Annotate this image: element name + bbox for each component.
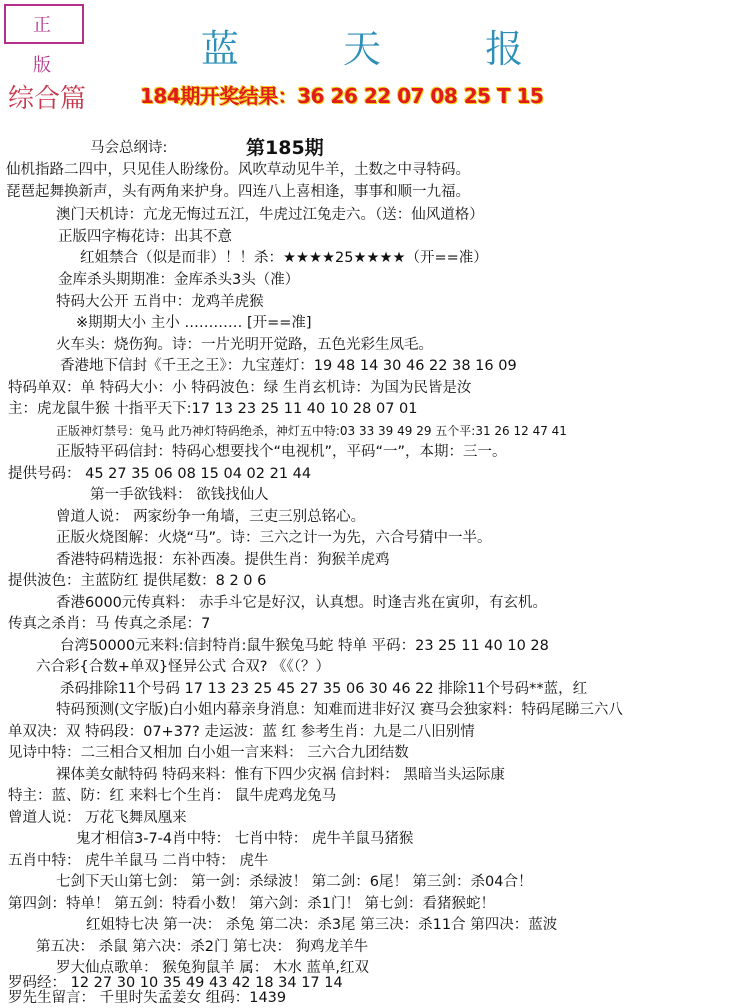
text-line: 红姐禁合（似是而非）！！杀：★★★★25★★★★（开==准） [80, 250, 488, 266]
text-line: 特主：蓝、防：红 来料七个生肖： 鼠牛虎鸡龙兔马 [8, 788, 337, 804]
text-line: 第五决： 杀鼠 第六决：杀2门 第七决： 狗鸡龙羊牛 [36, 939, 369, 955]
text-line: 特码大公开 五肖中：龙鸡羊虎猴 [56, 294, 264, 310]
text-line: 正版特平码信封：特码心想要找个“电视机”，平码“一”，本期：三一。 [56, 444, 507, 460]
text-line: 见诗中特：二三相合又相加 白小姐一言来料： 三六合九团结数 [8, 745, 409, 761]
draw-result: 184期开奖结果：36 26 22 07 08 25 T 15 [140, 84, 544, 108]
text-line: 第一手欲钱料： 欲钱找仙人 [90, 487, 269, 503]
text-line: 台湾50000元来料:信封特肖:鼠牛猴兔马蛇 特单 平码：23 25 11 40 10 28 [60, 638, 549, 654]
text-line: 澳门天机诗：亢龙无悔过五江，牛虎过江兔走六。（送：仙风道格） [56, 207, 484, 223]
text-line: 裸体美女献特码 特码来料：惟有下四少灾祸 信封料： 黑暗当头运际康 [56, 767, 505, 783]
text-line: 正版神灯禁号：兔马 此乃神灯特码绝杀，神灯五中特:03 33 39 49 29 五个平:31 26 12 47 41 [56, 424, 567, 438]
text-line: 五肖中特： 虎牛羊鼠马 二肖中特： 虎牛 [8, 853, 269, 869]
text-line: 曾道人说： 万花飞舞凤凰来 [8, 810, 187, 826]
text-line: 火车头：烧伤狗。诗：一片光明开觉路，五色光彩生凤毛。 [56, 337, 433, 353]
text-line: 金库杀头期期准：金库杀头3头（准） [58, 272, 300, 288]
text-line: 特码单双：单 特码大小：小 特码波色：绿 生肖玄机诗：为国为民皆是汝 [8, 380, 472, 396]
text-line: 杀码排除11个号码 17 13 23 25 45 27 35 06 30 46 22 排除11个号码**蓝，红 [60, 681, 588, 697]
text-line: 马会总纲诗: [90, 140, 168, 156]
text-line: 提供号码： 45 27 35 06 08 15 04 02 21 44 [8, 466, 312, 482]
text-line: 正版四字梅花诗：出其不意 [58, 229, 232, 245]
text-line: 单双决：双 特码段：07+37? 走运波：蓝 红 参考生肖：九是二八旧别情 [8, 724, 475, 740]
text-line: 仙机指路二四中，只见佳人盼缘份。风吹草动见牛羊，土数之中寻特码。 [6, 162, 470, 178]
text-line: 罗大仙点歌单： 猴兔狗鼠羊 属： 木水 蓝单,红双 [56, 960, 370, 976]
text-line: 琵琶起舞换新声，头有两角来护身。四连八上喜相逢，事事和顺一九福。 [6, 184, 470, 200]
text-line: 传真之杀肖：马 传真之杀尾：7 [8, 616, 211, 632]
text-line: 主：虎龙鼠牛猴 十指平天下:17 13 23 25 11 40 10 28 07 01 [8, 401, 418, 417]
text-line: 鬼才相信3-7-4肖中特： 七肖中特： 虎牛羊鼠马猪猴 [76, 831, 414, 847]
text-line: 第四剑：特单！ 第五剑：特看小数！ 第六剑：杀1门！ 第七剑：看猪猴蛇！ [8, 896, 496, 912]
genuine-stamp: 正 版 [4, 4, 84, 44]
text-line: ※期期大小 主小 ………… [开==准] [76, 315, 312, 331]
page-title: 蓝 天 报 [200, 27, 570, 71]
text-line: 曾道人说： 两家纷争一角墙，三吏三别总铭心。 [56, 509, 366, 525]
text-line: 特码预测(文字版)白小姐内幕亲身消息：知难而进非好汉 赛马会独家料：特码尾睇三六八 [56, 702, 623, 718]
text-line: 六合彩{合数+单双}怪异公式 合双? 《《（？） [36, 659, 331, 675]
text-line: 罗先生留言： 千里时失孟姜女 组码：1439 [8, 990, 287, 1006]
section-label: 综合篇 [8, 84, 87, 114]
text-line: 香港特码精选报：东补西凑。提供生肖：狗猴羊虎鸡 [56, 552, 390, 568]
text-line: 正版火烧图解：火烧“马”。诗：三六之计一为先，六合号猜中一半。 [56, 530, 492, 546]
text-line: 罗码经： 12 27 30 10 35 49 43 42 18 34 17 14 [8, 975, 343, 991]
text-line: 七剑下天山第七剑： 第一剑：杀绿波！ 第二剑：6尾！ 第三剑：杀04合！ [56, 874, 533, 890]
text-line: 香港地下信封《千王之王》：九宝莲灯：19 48 14 30 46 22 38 16 09 [60, 358, 517, 374]
text-line: 提供波色：主蓝防红 提供尾数：8 2 0 6 [8, 573, 267, 589]
issue-number: 第185期 [246, 137, 324, 159]
text-line: 香港6000元传真料： 赤手斗它是好汉，认真想。时逢吉兆在寅卯，有玄机。 [56, 595, 548, 611]
text-line: 红姐特七决 第一决： 杀兔 第二决：杀3尾 第三决：杀11合 第四决：蓝波 [86, 917, 558, 933]
